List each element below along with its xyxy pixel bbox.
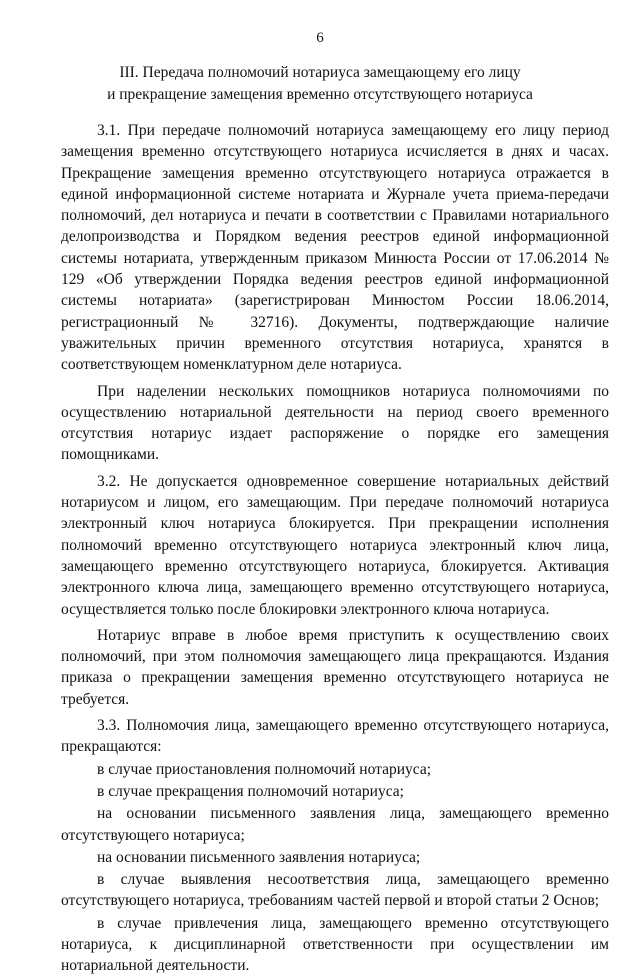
list-item: на основании письменного заявления лица, замещающего временно отсутствующего нотариуса; bbox=[61, 805, 609, 844]
list-item: в случае приостановления полномочий нотариуса; bbox=[97, 760, 432, 778]
section-heading-line-2: и прекращение замещения временно отсутствующего нотариуса bbox=[107, 86, 533, 103]
paragraph-resume-powers: Нотариус вправе в любое время приступить к осуществлению своих полномочий, при этом полномочия замещающего лица прекращаются. Издания приказа о прекращении замещения временно отсутствующего нотариуса не требуется. bbox=[61, 626, 609, 708]
section-heading bbox=[100, 62, 540, 106]
paragraph-3-2: 3.2. Не допускается одновременное совершение нотариальных действий нотариусом и лицом, его замещающим. При передаче полномочий нотариуса электронный ключ нотариуса блокируется. При прекращении исполнения полномочий временно отсутствующего нотариуса электронный ключ лица, замещающего временно отсутствующего нотариуса, блокируется. Активация электронного ключа лица, замещающего временно отсутствующего нотариуса, осуществляется только после блокировки электронного ключа нотариуса. bbox=[61, 472, 609, 618]
document-body bbox=[61, 120, 609, 978]
list-item: в случае привлечения лица, замещающего временно отсутствующего нотариуса, к дисциплинарной ответственности при осуществлении им нотариальной деятельности. bbox=[61, 914, 609, 975]
list-item: в случае прекращения полномочий нотариуса; bbox=[97, 782, 404, 800]
section-heading-line-1: III. Передача полномочий нотариуса замещающему его лицу bbox=[119, 64, 521, 81]
paragraph-assistants: При наделении нескольких помощников нотариуса полномочиями по осуществлению нотариальной деятельности на период своего временного отсутствия нотариус издает распоряжение о порядке его замещения помощниками. bbox=[61, 382, 609, 464]
page-number: 6 bbox=[316, 30, 324, 46]
paragraph-3-3: 3.3. Полномочия лица, замещающего временно отсутствующего нотариуса, прекращаются: bbox=[61, 717, 609, 756]
list-item: на основании письменного заявления нотариуса; bbox=[97, 848, 421, 866]
paragraph-3-1: 3.1. При передаче полномочий нотариуса замещающему его лицу период замещения временно отсутствующего нотариуса исчисляется в днях и часах. Прекращение замещения временно отсутствующего нотариуса отражается в единой информационной системе нотариата и Журнале учета приема-передачи полномочий, дел нотариуса и печати в соответствии с Правилами нотариального делопроизводства и Порядком ведения реестров единой информационной системы нотариата, утвержденным приказом Минюста России от 17.06.2014 № 129 «Об утверждении Порядка ведения реестров единой информационной системы нотариата» (зарегистрирован Минюстом России 18.06.2014, регистрационный № 32716). Документы, подтверждающие наличие уважительных причин временного отсутствия нотариуса, хранятся в соответствующем номенклатурном деле нотариуса. bbox=[61, 122, 609, 374]
list-item: в случае выявления несоответствия лица, замещающего временно отсутствующего нотариуса, требованиям частей первой и второй статьи 2 Основ; bbox=[61, 871, 609, 910]
